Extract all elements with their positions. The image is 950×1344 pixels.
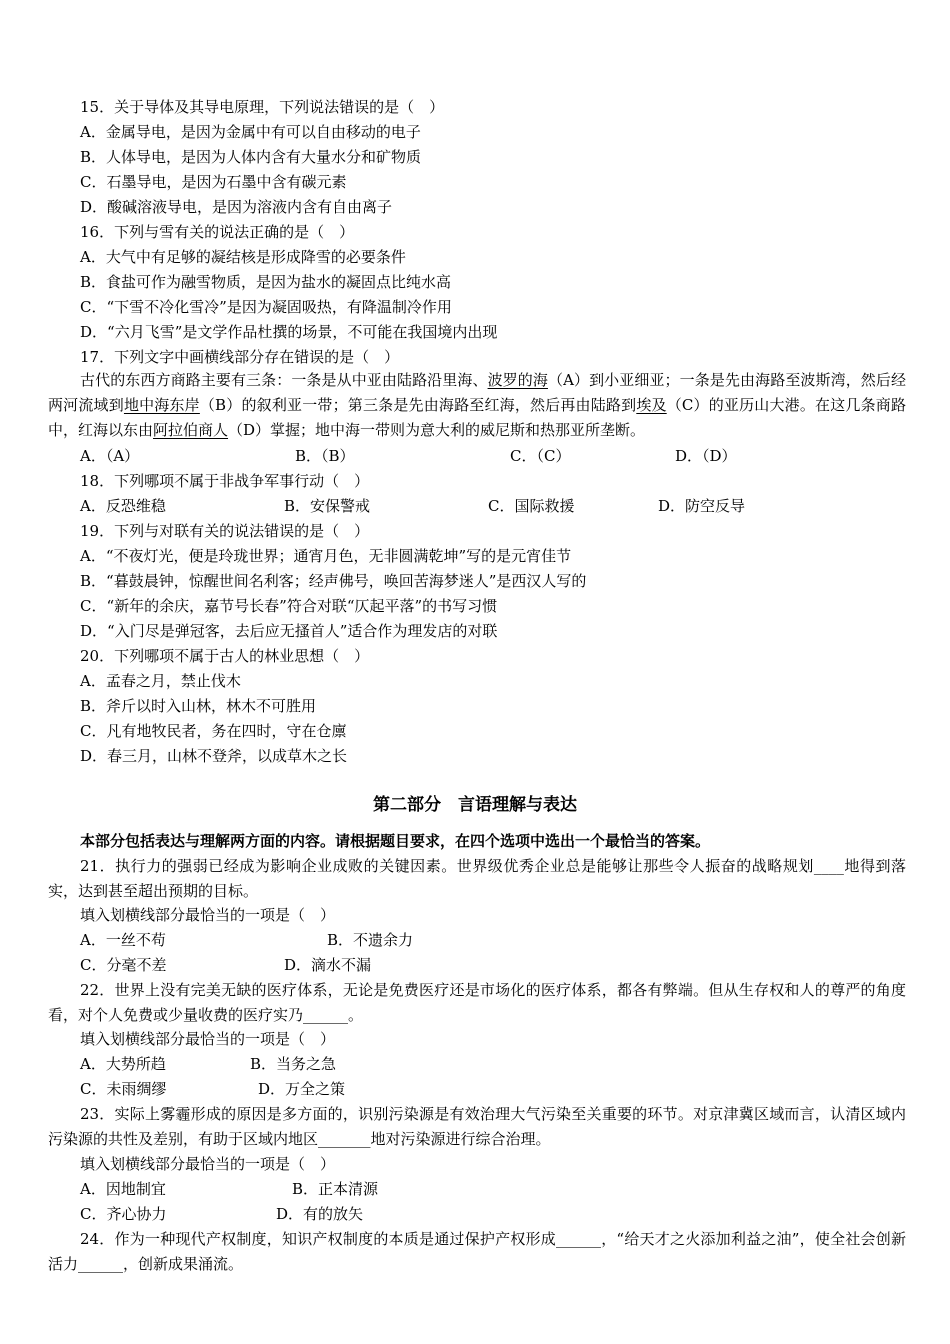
q23-option-a: A．因地制宜 [80,1180,166,1198]
section-title: 第二部分 言语理解与表达 [373,795,577,815]
q19-option-a: A．“不夜灯光，便是玲珑世界；通宵月色，无非圆满乾坤”写的是元宵佳节 [80,547,572,565]
q18-option-a: A．反恐维稳 [80,497,166,515]
q17-option-a: A．（A） [80,447,140,465]
q23-stem: 23．实际上雾霾形成的原因是多方面的，识别污染源是有效治理大气污染至关重要的环节。对京津冀区域而言，认清区域内污染源的共性及差别，有助于区域内地区_______地对污染源进行综合治理。 [48,1105,906,1148]
q17-option-d: D．（D） [675,447,737,465]
q20-option-b: B．斧斤以时入山林，林木不可胜用 [80,697,317,715]
q15-option-c: C．石墨导电，是因为石墨中含有碳元素 [80,173,347,191]
q18-stem: 18．下列哪项不属于非战争军事行动（ ） [80,472,370,490]
q22-option-b: B．当务之急 [250,1055,337,1073]
q17-passage [48,368,906,443]
q15-option-d: D．酸碱溶液导电，是因为溶液内含有自由离子 [80,198,393,216]
q23-option-d: D．有的放矢 [276,1205,364,1223]
q19-stem: 19．下列与对联有关的说法错误的是（ ） [80,522,370,540]
q17-underline-d: 阿拉伯商人 [153,421,229,439]
q20-option-c: C．凡有地牧民者，务在四时，守在仓廪 [80,722,347,740]
q20-option-a: A．孟春之月，禁止伐木 [80,672,241,690]
q22-option-d: D．万全之策 [258,1080,346,1098]
section-instruction: 本部分包括表达与理解两方面的内容。请根据题目要求，在四个选项中选出一个最恰当的答案。 [80,832,711,850]
q18-option-d: D．防空反导 [658,497,746,515]
q18-option-c: C．国际救援 [488,497,575,515]
q21-option-d: D．滴水不漏 [284,956,372,974]
q17-passage-text: （D）掌握；地中海一带则为意大利的威尼斯和热那亚所垄断。 [228,421,646,439]
q23-prompt: 填入划横线部分最恰当的一项是（ ） [80,1155,336,1173]
q17-passage-text: （B）的叙利亚一带；第三条是先由海路至红海，然后再由陆路到 [199,396,637,414]
q16-option-d: D．“六月飞雪”是文学作品杜撰的场景，不可能在我国境内出现 [80,323,498,341]
q20-stem: 20．下列哪项不属于古人的林业思想（ ） [80,647,370,665]
q22-option-a: A．大势所趋 [80,1055,166,1073]
q23-option-b: B．正本清源 [292,1180,379,1198]
q21-option-c: C．分毫不差 [80,956,167,974]
q17-option-c: C．（C） [510,447,571,465]
q21-stem: 21．执行力的强弱已经成为影响企业成败的关键因素。世界级优秀企业总是能够让那些令人振奋的战略规划____地得到落实，达到甚至超出预期的目标。 [48,857,906,900]
q17-underline-b: 地中海东岸 [123,396,200,414]
q16-option-b: B．食盐可作为融雪物质，是因为盐水的凝固点比纯水高 [80,273,452,291]
q22-prompt: 填入划横线部分最恰当的一项是（ ） [80,1030,336,1048]
q15-stem: 15．关于导体及其导电原理，下列说法错误的是（ ） [80,98,445,116]
q17-option-b: B．（B） [295,447,355,465]
q16-option-c: C．“下雪不冷化雪冷”是因为凝固吸热，有降温制冷作用 [80,298,452,316]
q22-option-c: C．未雨绸缪 [80,1080,167,1098]
q21-option-a: A．一丝不苟 [80,931,166,949]
q19-option-b: B．“暮鼓晨钟，惊醒世间名利客；经声佛号，唤回苦海梦迷人”是西汉人写的 [80,572,587,590]
q22-stem: 22．世界上没有完美无缺的医疗体系，无论是免费医疗还是市场化的医疗体系，都各有弊端。但从生存权和人的尊严的角度看，对个人免费或少量收费的医疗实乃______。 [48,981,906,1024]
q17-passage-text: 古代的东西方商路主要有三条：一条是从中亚由陆路沿里海、 [80,371,488,389]
q17-passage-text: （A）到小亚细亚；一条是先由海路至波斯湾，然后经两河流域到 [48,371,906,414]
q21-prompt: 填入划横线部分最恰当的一项是（ ） [80,906,336,924]
q19-option-c: C．“新年的余庆，嘉节号长春”符合对联“仄起平落”的书写习惯 [80,597,498,615]
q16-stem: 16．下列与雪有关的说法正确的是（ ） [80,223,355,241]
q24-stem: 24．作为一种现代产权制度，知识产权制度的本质是通过保护产权形成______，“给天才之火添加利益之油”，使全社会创新活力______，创新成果涌流。 [48,1230,906,1273]
q18-option-b: B．安保警戒 [284,497,371,515]
q17-passage-text: （C）的亚历山大港。在这几条商路中，红海以东由 [48,396,906,439]
q15-option-b: B．人体导电，是因为人体内含有大量水分和矿物质 [80,148,422,166]
q15-option-a: A．金属导电，是因为金属中有可以自由移动的电子 [80,123,421,141]
q20-option-d: D．春三月，山林不登斧，以成草木之长 [80,747,348,765]
q17-stem: 17．下列文字中画横线部分存在错误的是（ ） [80,348,400,366]
q21-option-b: B．不遗余力 [327,931,414,949]
q17-underline-c: 埃及 [636,396,667,414]
q16-option-a: A．大气中有足够的凝结核是形成降雪的必要条件 [80,248,406,266]
q23-option-c: C．齐心协力 [80,1205,167,1223]
q17-underline-a: 波罗的海 [487,371,548,389]
q19-option-d: D．“入门尽是弹冠客，去后应无搔首人”适合作为理发店的对联 [80,622,498,640]
